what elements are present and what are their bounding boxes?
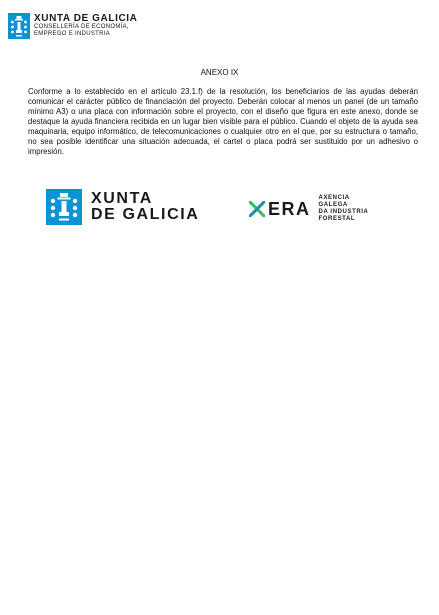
era-logo-word: ERA (268, 199, 311, 219)
header-logo (8, 13, 138, 39)
header-logo-title: XUNTA DE GALICIA (34, 13, 138, 24)
header-logo-text (34, 13, 138, 38)
header-logo-subtitle-line-1: CONSELLERÍA DE ECONOMÍA, (34, 24, 129, 30)
era-logo-subtitle-line-1: AXENCIA (318, 195, 350, 201)
xunta-logo-line-2: DE GALICIA (91, 206, 200, 223)
era-logo (249, 195, 369, 223)
annex-title: ANEXO IX (200, 68, 239, 77)
era-x-icon (249, 201, 265, 217)
annex-body-paragraph: Conforme a lo establecido en el artículo 23.1.f) de la resolución, los beneficiarios de las ayudas deberán comunicar el carácter público de financiación del proyecto. Deberán colocar al menos un panel (de un tamaño mínimo A3) o una placa con información sobre el proyecto, con el diseño que figura en este anexo, donde se destaque la ayuda financiera recibida en un lugar bien visible para el público. Cuando el objeto de la ayuda sea maquinaria, equipo informático, de telecomunicaciones o cualquier otro en el que, por su estructura o tamaño, no sea posible identificar una situación adecuada, el cartel o placa podrá ser sustituido por un adhesivo o impresión. (28, 87, 418, 156)
era-logo-subtitle-line-4: FORESTAL (318, 216, 356, 222)
xunta-de-galicia-logo-text (91, 191, 199, 223)
xunta-de-galicia-logo (46, 189, 199, 225)
era-logo-subtitle (319, 195, 369, 223)
xunta-logo-line-1: XUNTA (91, 190, 153, 207)
era-logo-subtitle-line-2: GALEGA (318, 202, 348, 208)
xunta-crest-icon (46, 189, 82, 225)
header-logo-subtitle-line-2: EMPREGO E INDUSTRIA (34, 31, 111, 37)
era-logo-subtitle-line-3: DA INDUSTRIA (318, 209, 369, 215)
xunta-crest-icon (8, 13, 30, 39)
